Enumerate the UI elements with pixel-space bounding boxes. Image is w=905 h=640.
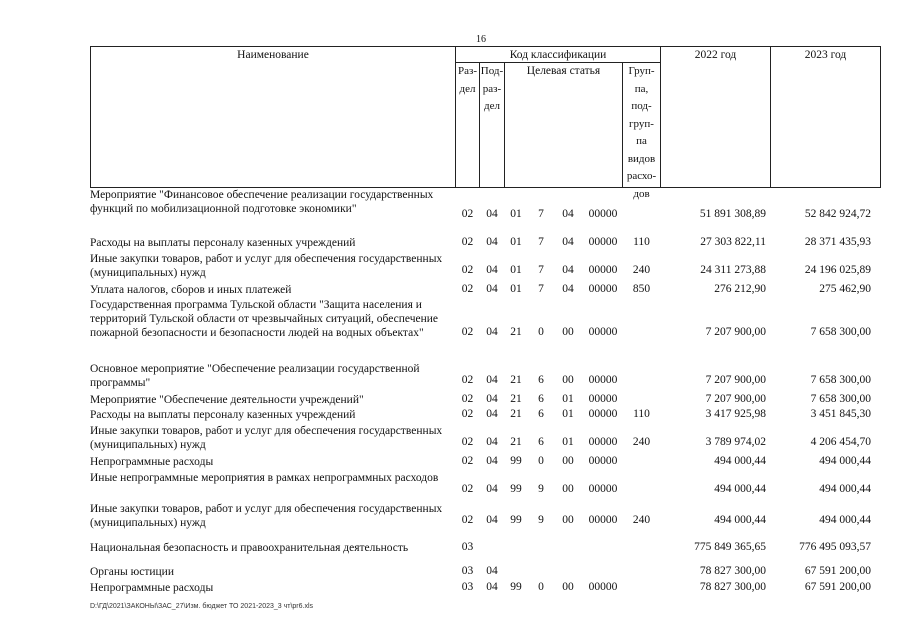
row-name: Национальная безопасность и правоохранительная деятельность xyxy=(90,542,409,554)
target-event-cell: 01 xyxy=(562,393,574,405)
expense-group-cell: 110 xyxy=(633,408,650,420)
target-event-cell: 04 xyxy=(562,283,574,295)
amount-2022-cell: 775 849 365,65 xyxy=(694,541,766,553)
target-direction-cell: 00000 xyxy=(588,208,618,220)
amount-2023-cell: 52 842 924,72 xyxy=(804,208,871,220)
target-subprogram-cell: 7 xyxy=(538,264,544,276)
table-row xyxy=(0,252,905,282)
target-direction-cell: 00000 xyxy=(588,455,618,467)
podrazdel-cell: 04 xyxy=(486,455,498,467)
amount-2023-cell: 494 000,44 xyxy=(819,514,871,526)
razdel-cell: 02 xyxy=(461,264,474,276)
row-name: Иные закупки товаров, работ и услуг для обеспечения государственных (муниципальных) нужд xyxy=(90,503,443,529)
target-event-cell: 00 xyxy=(562,514,574,526)
amount-2023-cell: 494 000,44 xyxy=(819,483,871,495)
header-divider xyxy=(90,46,91,188)
razdel-cell: 02 xyxy=(461,236,474,248)
table-row xyxy=(0,471,905,501)
page-number: 16 xyxy=(476,34,486,45)
podrazdel-cell: 04 xyxy=(486,236,498,248)
amount-2022-cell: 494 000,44 xyxy=(714,514,766,526)
amount-2023-cell: 494 000,44 xyxy=(819,455,871,467)
target-direction-cell: 00000 xyxy=(588,326,618,338)
target-direction-cell: 00000 xyxy=(588,514,618,526)
target-event-cell: 04 xyxy=(562,264,574,276)
header-divider xyxy=(660,46,661,188)
header-razdel: Раз- дел xyxy=(457,65,477,95)
target-event-cell: 04 xyxy=(562,208,574,220)
target-direction-cell: 00000 xyxy=(588,393,618,405)
podrazdel-cell: 04 xyxy=(486,208,498,220)
amount-2022-cell: 78 827 300,00 xyxy=(699,581,766,593)
header-code: Код классификации xyxy=(509,49,607,61)
header-target-article: Целевая статья xyxy=(526,65,601,77)
target-subprogram-cell: 7 xyxy=(538,208,544,220)
row-name: Мероприятие "Финансовое обеспечение реализации государственных функций по мобилизационной подготовке экономики" xyxy=(90,189,434,215)
target-direction-cell: 00000 xyxy=(588,581,618,593)
podrazdel-cell: 04 xyxy=(486,565,498,577)
target-direction-cell: 00000 xyxy=(588,283,618,295)
target-direction-cell: 00000 xyxy=(588,483,618,495)
podrazdel-cell: 04 xyxy=(486,483,498,495)
amount-2022-cell: 27 303 822,11 xyxy=(700,236,766,248)
target-event-cell: 00 xyxy=(562,455,574,467)
razdel-cell: 02 xyxy=(461,514,474,526)
expense-group-cell: 240 xyxy=(632,514,651,526)
amount-2022-cell: 494 000,44 xyxy=(714,455,766,467)
target-program-cell: 99 xyxy=(510,483,522,495)
row-name: Государственная программа Тульской области "Защита населения и территорий Тульской области от чрезвычайных ситуаций, обеспечение пожарной безопасности и безопасности людей на водных объектах" xyxy=(90,299,439,339)
target-event-cell: 04 xyxy=(562,236,574,248)
file-path-footer: D:\ГД\2021\ЗАКОНЫ\ЗАС_27\Изм. бюджет ТО 2021-2023_3 чт\pr6.xls xyxy=(90,603,314,610)
amount-2023-cell: 3 451 845,30 xyxy=(810,408,871,420)
amount-2023-cell: 24 196 025,89 xyxy=(804,264,871,276)
amount-2023-cell: 7 658 300,00 xyxy=(810,374,871,386)
table-row xyxy=(0,236,905,250)
target-subprogram-cell: 6 xyxy=(538,408,544,420)
target-program-cell: 21 xyxy=(510,374,522,386)
header-name: Наименование xyxy=(237,49,309,61)
target-subprogram-cell: 9 xyxy=(538,483,544,495)
razdel-cell: 02 xyxy=(461,483,474,495)
target-event-cell: 00 xyxy=(562,374,574,386)
podrazdel-cell: 04 xyxy=(486,264,498,276)
amount-2023-cell: 275 462,90 xyxy=(819,283,871,295)
table-row xyxy=(0,502,905,532)
target-subprogram-cell: 7 xyxy=(538,283,544,295)
podrazdel-cell: 04 xyxy=(486,436,498,448)
amount-2023-cell: 67 591 200,00 xyxy=(804,565,871,577)
header-divider xyxy=(504,62,505,188)
amount-2022-cell: 494 000,44 xyxy=(714,483,766,495)
header-divider xyxy=(770,46,771,188)
target-program-cell: 21 xyxy=(510,326,522,338)
podrazdel-cell: 04 xyxy=(486,326,498,338)
amount-2023-cell: 7 658 300,00 xyxy=(810,326,871,338)
table-row xyxy=(0,298,905,360)
razdel-cell: 03 xyxy=(461,565,474,577)
razdel-cell: 02 xyxy=(461,208,474,220)
target-event-cell: 00 xyxy=(562,326,574,338)
target-program-cell: 21 xyxy=(510,436,522,448)
podrazdel-cell: 04 xyxy=(486,408,498,420)
table-row xyxy=(0,424,905,454)
target-subprogram-cell: 0 xyxy=(538,455,544,467)
table-row xyxy=(0,283,905,297)
target-direction-cell: 00000 xyxy=(588,236,618,248)
target-direction-cell: 00000 xyxy=(588,264,618,276)
target-event-cell: 00 xyxy=(562,581,574,593)
target-event-cell: 01 xyxy=(562,436,574,448)
amount-2023-cell: 776 495 093,57 xyxy=(799,541,871,553)
razdel-cell: 03 xyxy=(461,541,474,553)
table-row xyxy=(0,541,905,555)
header-group: Груп- па, под- груп- па видов расхо- дов xyxy=(626,65,657,200)
row-name: Иные непрограммные мероприятия в рамках непрограммных расходов xyxy=(90,472,439,484)
amount-2022-cell: 7 207 900,00 xyxy=(705,374,766,386)
amount-2022-cell: 78 827 300,00 xyxy=(699,565,766,577)
target-subprogram-cell: 6 xyxy=(538,374,544,386)
razdel-cell: 02 xyxy=(461,455,474,467)
amount-2023-cell: 28 371 435,93 xyxy=(804,236,871,248)
table-row xyxy=(0,393,905,407)
table-row xyxy=(0,455,905,469)
target-subprogram-cell: 7 xyxy=(538,236,544,248)
expense-group-cell: 240 xyxy=(632,264,651,276)
podrazdel-cell: 04 xyxy=(486,514,498,526)
target-subprogram-cell: 9 xyxy=(538,514,544,526)
target-program-cell: 99 xyxy=(510,455,522,467)
razdel-cell: 02 xyxy=(461,374,474,386)
amount-2023-cell: 67 591 200,00 xyxy=(804,581,871,593)
amount-2022-cell: 51 891 308,89 xyxy=(699,208,766,220)
row-name: Мероприятие "Обеспечение деятельности учреждений" xyxy=(90,394,364,406)
razdel-cell: 02 xyxy=(461,283,474,295)
amount-2022-cell: 7 207 900,00 xyxy=(705,326,766,338)
razdel-cell: 02 xyxy=(461,436,474,448)
target-program-cell: 99 xyxy=(510,581,522,593)
row-name: Органы юстиции xyxy=(90,566,174,578)
target-subprogram-cell: 6 xyxy=(538,393,544,405)
row-name: Непрограммные расходы xyxy=(90,582,214,594)
target-direction-cell: 00000 xyxy=(588,408,618,420)
podrazdel-cell: 04 xyxy=(486,393,498,405)
row-name: Расходы на выплаты персоналу казенных учреждений xyxy=(90,237,356,249)
target-subprogram-cell: 6 xyxy=(538,436,544,448)
row-name: Непрограммные расходы xyxy=(90,456,214,468)
target-direction-cell: 00000 xyxy=(588,374,618,386)
row-name: Иные закупки товаров, работ и услуг для обеспечения государственных (муниципальных) нужд xyxy=(90,425,443,451)
table-row xyxy=(0,565,905,579)
header-year-2022: 2022 год xyxy=(694,49,737,61)
table-row xyxy=(0,408,905,422)
expense-group-cell: 240 xyxy=(632,436,651,448)
amount-2022-cell: 3 789 974,02 xyxy=(705,436,766,448)
target-program-cell: 99 xyxy=(510,514,522,526)
razdel-cell: 02 xyxy=(461,393,474,405)
target-program-cell: 01 xyxy=(510,283,522,295)
target-event-cell: 00 xyxy=(562,483,574,495)
amount-2022-cell: 24 311 273,88 xyxy=(700,264,766,276)
target-program-cell: 01 xyxy=(510,236,522,248)
expense-group-cell: 850 xyxy=(632,283,651,295)
target-program-cell: 21 xyxy=(510,393,522,405)
table-row xyxy=(0,362,905,392)
amount-2023-cell: 7 658 300,00 xyxy=(810,393,871,405)
target-direction-cell: 00000 xyxy=(588,436,618,448)
razdel-cell: 03 xyxy=(461,581,474,593)
row-name: Иные закупки товаров, работ и услуг для обеспечения государственных (муниципальных) нужд xyxy=(90,253,443,279)
target-program-cell: 21 xyxy=(510,408,522,420)
row-name: Расходы на выплаты персоналу казенных учреждений xyxy=(90,409,356,421)
target-program-cell: 01 xyxy=(510,208,522,220)
header-podrazdel: Под- раз- дел xyxy=(480,65,504,112)
amount-2023-cell: 4 206 454,70 xyxy=(810,436,871,448)
podrazdel-cell: 04 xyxy=(486,283,498,295)
amount-2022-cell: 3 417 925,98 xyxy=(705,408,766,420)
razdel-cell: 02 xyxy=(461,408,474,420)
podrazdel-cell: 04 xyxy=(486,374,498,386)
expense-group-cell: 110 xyxy=(633,236,650,248)
amount-2022-cell: 7 207 900,00 xyxy=(705,393,766,405)
amount-2022-cell: 276 212,90 xyxy=(714,283,766,295)
row-name: Основное мероприятие "Обеспечение реализации государственной программы" xyxy=(90,363,420,389)
podrazdel-cell: 04 xyxy=(486,581,498,593)
header-year-2023: 2023 год xyxy=(804,49,847,61)
target-subprogram-cell: 0 xyxy=(538,581,544,593)
target-program-cell: 01 xyxy=(510,264,522,276)
row-name: Уплата налогов, сборов и иных платежей xyxy=(90,284,292,296)
razdel-cell: 02 xyxy=(461,326,474,338)
target-event-cell: 01 xyxy=(562,408,574,420)
target-subprogram-cell: 0 xyxy=(538,326,544,338)
table-row xyxy=(0,581,905,595)
header-divider xyxy=(880,46,881,188)
table-row xyxy=(0,188,905,234)
